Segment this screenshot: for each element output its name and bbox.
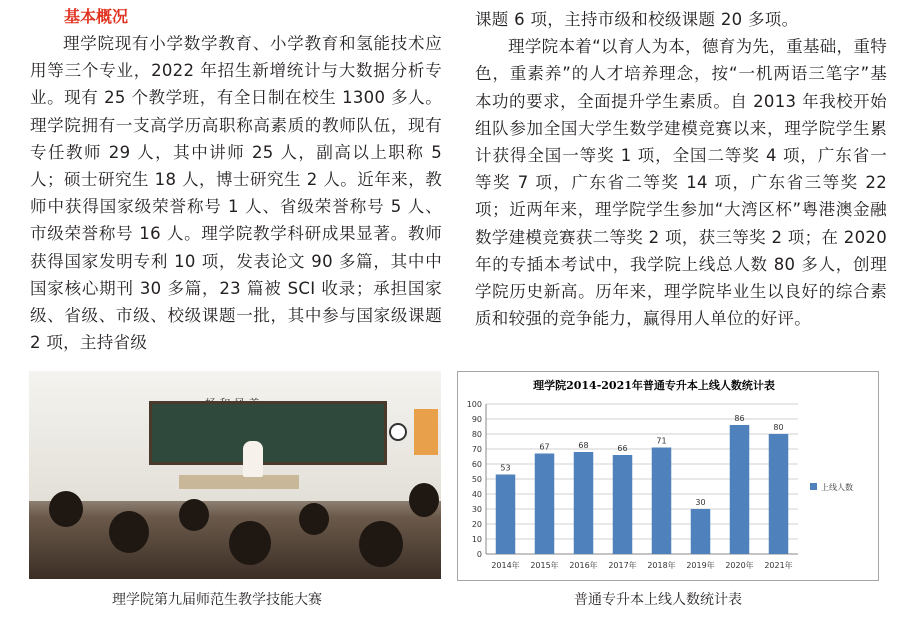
wall-poster	[414, 409, 438, 455]
chart-title: 理学院2014-2021年普通专升本上线人数统计表	[533, 379, 775, 392]
student-head	[299, 503, 329, 535]
bar-chart	[457, 371, 879, 581]
y-tick-label: 70	[471, 445, 482, 454]
y-tick-label: 90	[471, 415, 482, 424]
data-label: 66	[617, 444, 628, 453]
bar	[613, 455, 633, 554]
student-head	[49, 491, 83, 527]
x-tick-label: 2015年	[530, 561, 559, 570]
training-paragraph: 理学院本着“以育人为本，德育为先，重基础，重特色，重素养”的人才培养理念，按“一机两语三笔字”基本功的要求，全面提升学生素质。自 2013 年我校开始组队参加全国大学生数学建模竞赛以来，理学院学生累计获得全国一等奖 1 项，全国二等奖 4 项，广东省一等奖 7 项，广东省二等奖 14 项，广东省三等奖 22 项；近两年来，理学院学生参加“大湾区杯”粤港澳金融数学建模竞赛获二等奖 2 项，获三等奖 2 项；在 2020 年的专插本考试中，我学院上线总人数 80 多人，创理学院历史新高。历年来，理学院毕业生以良好的综合素质和较强的竞争能力，赢得用人单位的好评。	[475, 37, 887, 329]
x-tick-label: 2020年	[725, 561, 754, 570]
legend-swatch	[810, 483, 817, 490]
bar	[496, 475, 516, 555]
y-tick-label: 30	[471, 505, 482, 514]
y-tick-label: 60	[471, 460, 482, 469]
y-tick-label: 40	[471, 490, 482, 499]
y-tick-label: 80	[471, 430, 482, 439]
x-tick-label: 2021年	[764, 561, 793, 570]
data-label: 80	[773, 423, 784, 432]
classroom-photo	[29, 371, 441, 579]
x-tick-label: 2016年	[569, 561, 598, 570]
data-label: 71	[656, 436, 667, 446]
bar	[574, 452, 594, 554]
student-head	[359, 521, 403, 567]
x-tick-label: 2018年	[647, 561, 676, 570]
student-head	[409, 483, 439, 517]
teacher-figure	[243, 441, 263, 477]
section-heading: 基本概况	[64, 7, 129, 26]
data-label: 67	[539, 442, 550, 452]
y-tick-label: 20	[471, 520, 482, 529]
x-tick-label: 2019年	[686, 561, 715, 570]
intro-paragraph: 理学院现有小学数学教育、小学教育和氢能技术应用等三个专业，2022 年招生新增统计与大数据分析专业。现有 25 个教学班，有全日制在校生 1300 多人。理学院拥有一支高学历高职称高素质的教师队伍，现有专任教师 29 人，其中讲师 25 人，副高以上职称 5 人；硕士研究生 18 人，博士研究生 2 人。近年来，教师中获得国家级荣誉称号 1 人、省级荣誉称号 5 人、市级荣誉称号 16 人。理学院教学科研成果显著。教师获得国家发明专利 10 项，发表论文 90 多篇，其中中国家核心期刊 30 多篇，23 篇被 SCI 收录；承担国家级、省级、市级、校级课题一批，其中参与国家级课题 2 项，主持省级	[30, 34, 442, 353]
y-tick-label: 10	[471, 535, 482, 544]
data-label: 53	[500, 463, 511, 473]
chart-caption: 普通专升本上线人数统计表	[574, 592, 742, 608]
student-head	[229, 521, 271, 565]
continuation-paragraph: 课题 6 项，主持市级和校级课题 20 多项。	[475, 10, 799, 29]
y-tick-label: 50	[471, 475, 482, 484]
x-tick-label: 2017年	[608, 561, 637, 570]
bar	[535, 454, 555, 555]
photo-caption: 理学院第九届师范生教学技能大赛	[112, 592, 322, 608]
chart-svg	[458, 372, 878, 580]
bar	[652, 448, 672, 555]
blackboard	[149, 401, 387, 465]
x-tick-label: 2014年	[491, 561, 520, 570]
bar	[769, 434, 789, 554]
student-head	[179, 499, 209, 531]
bar	[691, 509, 711, 554]
y-tick-label: 0	[476, 550, 482, 559]
y-tick-label: 100	[466, 400, 482, 409]
left-column	[30, 6, 442, 356]
bar	[730, 425, 750, 554]
lectern	[179, 475, 299, 489]
right-column	[475, 6, 887, 332]
data-label: 86	[734, 414, 745, 423]
legend-label: 上线人数	[821, 483, 853, 492]
data-label: 30	[695, 498, 706, 507]
clock-icon	[389, 423, 407, 441]
data-label: 68	[578, 441, 589, 450]
student-head	[109, 511, 149, 553]
